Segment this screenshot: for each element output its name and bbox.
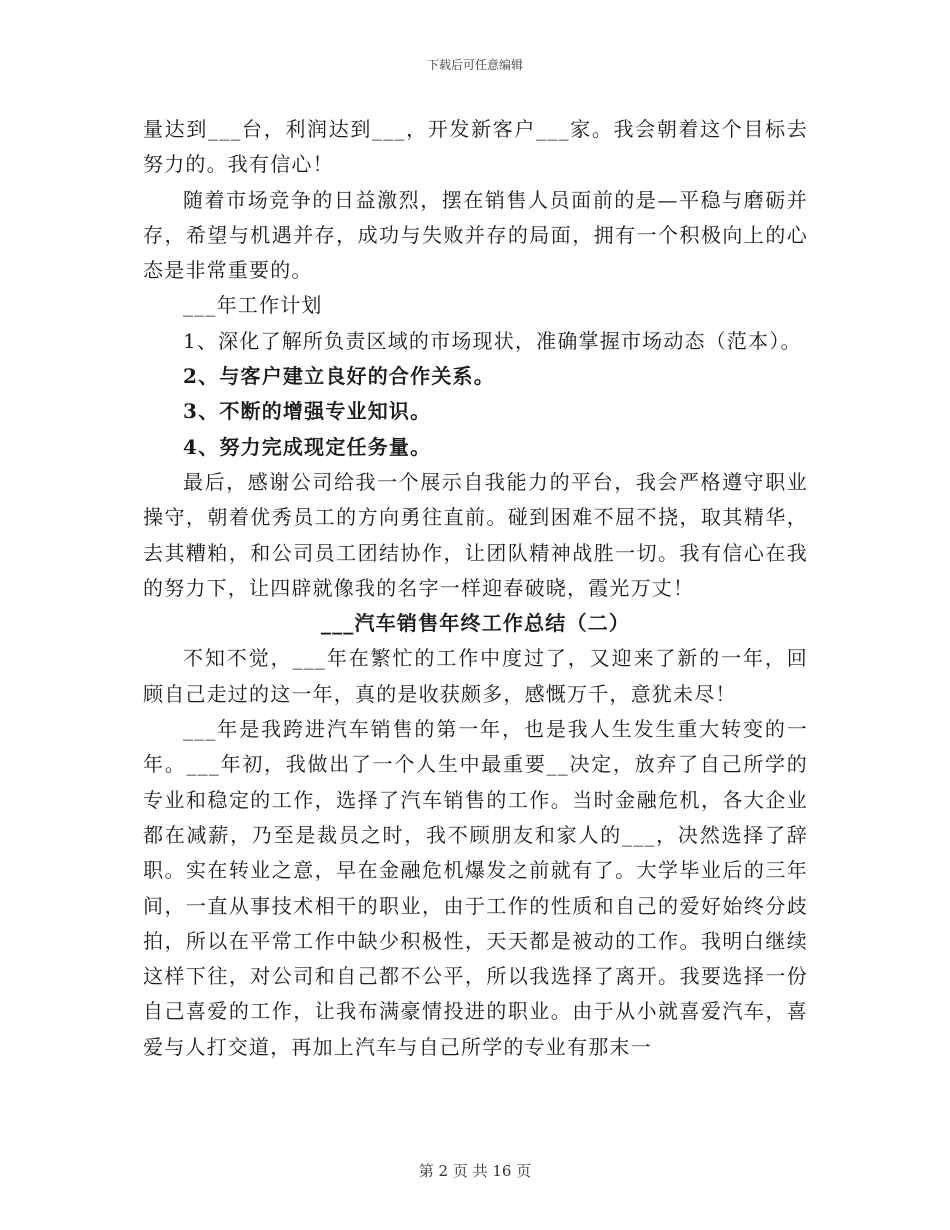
plan-item-2: 2、与客户建立良好的合作关系。 <box>183 364 495 389</box>
paragraph-closing: 最后，感谢公司给我一个展示自我能力的平台，我会严格遵守职业操守，朝着优秀员工的方向勇往直前。碰到困难不屈不挠，取其精华，去其糟粕，和公司员工团结协作，让团队精神战胜一切。我有信心在我的努力下，让四辟就像我的名字一样迎春破晓，霞光万丈！ <box>143 469 808 600</box>
page-header: 下载后可任意编辑 <box>426 58 523 72</box>
plan-item-3: 3、不断的增强专业知识。 <box>183 399 432 424</box>
plan-item-1: 1、深化了解所负责区域的市场现状，准确掌握市场动态（范本）。 <box>183 328 802 353</box>
paragraph-first-year: ___年是我跨进汽车销售的第一年，也是我人生发生重大转变的一年。___年初，我做出了一个人生中最重要__决定，放弃了自己所学的专业和稳定的工作，选择了汽车销售的工作。当时金融危机，各大企业都在减薪，乃至是裁员之时，我不顾朋友和家人的___，决然选择了辞职。实在转业之意，早在金融危机爆发之前就有了。大学毕业后的三年间，一直从事技术相干的职业，由于工作的性质和自己的爱好始终分歧拍，所以在平常工作中缺少积极性，天天都是被动的工作。我明白继续这样下往，对公司和自己都不公平，所以我选择了离开。我要选择一份自己喜爱的工作，让我布满豪情投进的职业。由于从小就喜爱汽车，喜爱与人打交道，再加上汽车与自己所学的专业有那末一 <box>143 717 808 1059</box>
section-heading: ___汽车销售年终工作总结（二） <box>320 611 631 636</box>
document-body <box>143 112 808 1065</box>
paragraph-continuation: 量达到___台，利润达到___，开发新客户___家。我会朝着这个目标去努力的。我有信心！ <box>143 117 808 177</box>
plan-title: ___年工作计划 <box>183 293 323 318</box>
page-footer: 第 2 页 共 16 页 <box>418 1162 532 1180</box>
paragraph-intro: 不知不觉，___年在繁忙的工作中度过了，又迎来了新的一年，回顾自己走过的这一年，真的是收获颇多，感慨万千，意犹未尽！ <box>143 646 808 706</box>
plan-item-4: 4、努力完成现定任务量。 <box>183 434 432 459</box>
paragraph-market-competition: 随着市场竞争的日益激烈，摆在销售人员面前的是—平稳与磨砺并存，希望与机遇并存，成功与失败并存的局面，拥有一个积极向上的心态是非常重要的。 <box>143 187 808 283</box>
